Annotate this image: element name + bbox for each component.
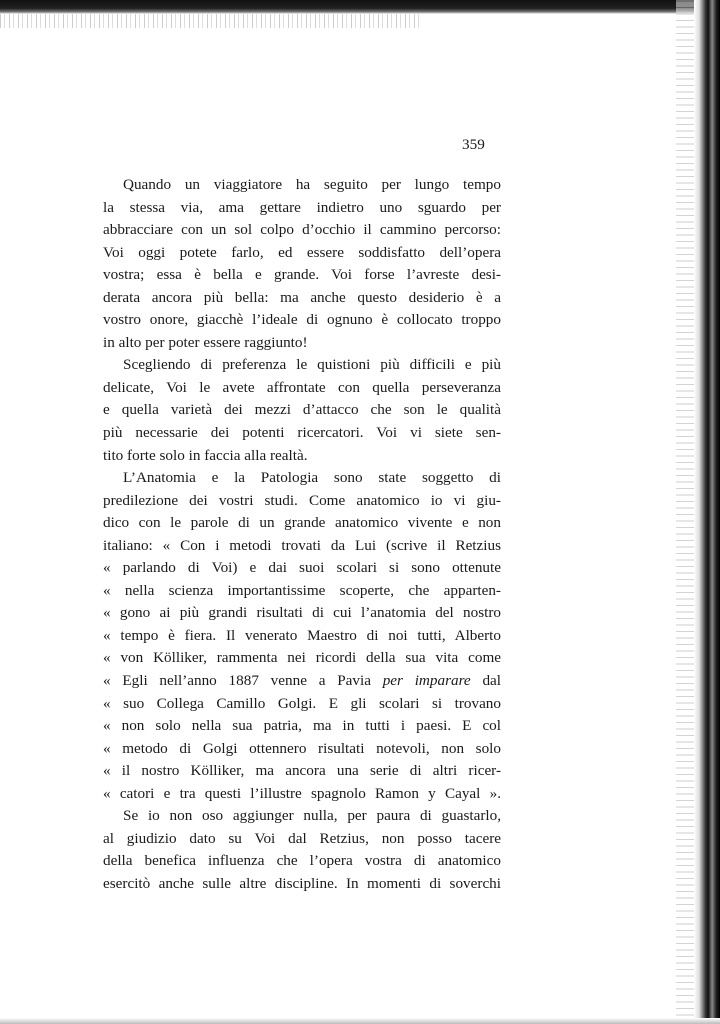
text-line: vostro onore, giacchè l’ideale di ognuno è collocato troppo	[103, 311, 501, 329]
paragraph	[103, 174, 501, 354]
italic-phrase: per imparare	[382, 672, 471, 690]
text-line: in alto per poter essere raggiunto!	[103, 333, 308, 351]
text-line: dico con le parole di un grande anatomico vivente e non	[103, 514, 501, 532]
text-line: e quella varietà dei mezzi d’attacco che son le qualità	[103, 401, 501, 419]
text-line: « gono ai più grandi risultati di cui l’anatomia del nostro	[103, 604, 501, 622]
text-line: più necessarie dei potenti ricercatori. Voi vi siete sen-	[103, 424, 501, 442]
text-line: « non solo nella sua patria, ma in tutti i paesi. E col	[103, 717, 501, 735]
text-line: « catori e tra questi l’illustre spagnolo Ramon y Cayal ».	[103, 784, 501, 802]
text-line: L’Anatomia e la Patologia sono state soggetto di	[123, 469, 501, 487]
text-line: Quando un viaggiatore ha seguito per lungo tempo	[123, 176, 501, 193]
text-line: della benefica influenza che l’opera vostra di anatomico	[103, 852, 501, 870]
text-line: italiano: « Con i metodi trovati da Lui (scrive il Retzius	[103, 536, 501, 554]
text-line: « tempo è fiera. Il venerato Maestro di noi tutti, Alberto	[103, 626, 501, 644]
scan-right-edge	[694, 0, 720, 1024]
text-line: « metodo di Golgi ottennero risultati notevoli, non solo	[103, 739, 501, 757]
scan-noise	[0, 14, 420, 28]
text-line	[103, 670, 501, 693]
text-line: vostra; essa è bella e grande. Voi forse l’avreste desi-	[103, 266, 501, 284]
text-line: « il nostro Kölliker, ma ancora una serie di altri ricer-	[103, 762, 501, 780]
scan-binding-shadow	[676, 0, 694, 1024]
text-line: « nella scienza importantissime scoperte, che apparten-	[103, 581, 501, 599]
text-line: la stessa via, ama gettare indietro uno sguardo per	[103, 198, 501, 216]
text-line: abbracciare con un sol colpo d’occhio il cammino percorso:	[103, 221, 501, 239]
text-line: tito forte solo in faccia alla realtà.	[103, 446, 308, 464]
text-line: esercitò anche sulle altre discipline. In momenti di soverchi	[103, 874, 501, 892]
text-segment: « Egli nell’anno 1887 venne a Pavia	[103, 672, 371, 690]
text-line: predilezione dei vostri studi. Come anatomico io vi giu-	[103, 491, 501, 509]
body-text	[103, 174, 501, 896]
text-line: « suo Collega Camillo Golgi. E gli scolari si trovano	[103, 694, 501, 712]
text-line: « von Kölliker, rammenta nei ricordi della sua vita come	[103, 649, 501, 667]
page-number: 359	[462, 136, 485, 153]
paragraph	[103, 805, 501, 895]
text-line: derata ancora più bella: ma anche questo desiderio è a	[103, 288, 501, 306]
text-line: delicate, Voi le avete affrontate con quella perseveranza	[103, 378, 501, 396]
scan-top-edge	[0, 0, 720, 14]
paragraph	[103, 467, 501, 805]
text-line: Scegliendo di preferenza le quistioni più difficili e più	[123, 356, 501, 374]
text-line: « parlando di Voi) e dai suoi scolari si sono ottenute	[103, 559, 501, 577]
text-line: Se io non oso aggiunger nulla, per paura di guastarlo,	[123, 807, 501, 825]
scan-bottom-edge	[0, 1018, 720, 1024]
text-line: al giudizio dato su Voi dal Retzius, non posso tacere	[103, 829, 501, 847]
paragraph	[103, 354, 501, 467]
text-segment: dal	[482, 672, 502, 690]
text-line: Voi oggi potete farlo, ed essere soddisfatto dell’opera	[103, 243, 501, 261]
